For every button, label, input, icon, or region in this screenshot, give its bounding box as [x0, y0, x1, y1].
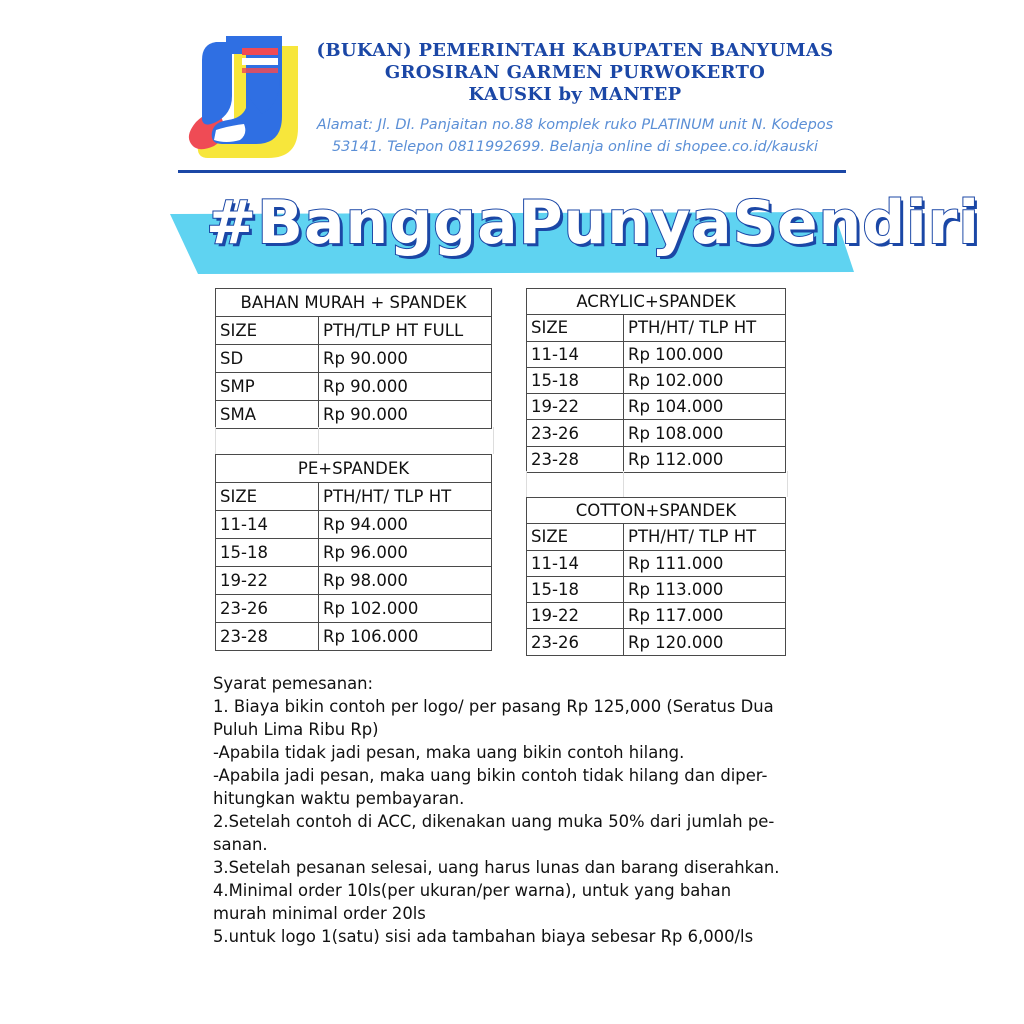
header-divider [178, 170, 846, 173]
terms-line: 4.Minimal order 10ls(per ukuran/per warna), untuk yang bahan [213, 881, 732, 900]
table-spacer [526, 471, 788, 497]
price-cell: Rp 112.000 [624, 446, 786, 472]
table-row [216, 511, 492, 539]
table-row [527, 446, 786, 472]
table-title: ACRYLIC+SPANDEK [527, 289, 786, 315]
table-row [527, 394, 786, 420]
price-cell: Rp 94.000 [319, 511, 492, 539]
table-row [216, 595, 492, 623]
size-cell: SMA [216, 401, 319, 429]
price-cell: Rp 106.000 [319, 623, 492, 651]
price-table-acrylic [526, 288, 786, 473]
table-header-row [216, 317, 492, 345]
header-line-2: GROSIRAN GARMEN PURWOKERTO [384, 62, 766, 83]
table-row [216, 623, 492, 651]
table-title-row [216, 455, 492, 483]
address-line-1: Alamat: Jl. DI. Panjaitan no.88 komplek ruko PLATINUM unit N. Kodepos [316, 117, 834, 133]
table-title-row [216, 289, 492, 317]
store-header [300, 40, 850, 106]
terms-line: 1. Biaya bikin contoh per logo/ per pasang Rp 125,000 (Seratus Dua [213, 697, 774, 716]
table-row [527, 603, 786, 629]
table-row [527, 341, 786, 367]
column-header-price: PTH/HT/ TLP HT [624, 524, 786, 550]
size-cell: 15-18 [527, 367, 624, 393]
price-cell: Rp 102.000 [624, 367, 786, 393]
size-cell: 23-26 [216, 595, 319, 623]
price-cell: Rp 108.000 [624, 420, 786, 446]
header-line-1: (BUKAN) PEMERINTAH KABUPATEN BANYUMAS [316, 40, 834, 61]
terms-line: 3.Setelah pesanan selesai, uang harus lunas dan barang diserahkan. [213, 858, 780, 877]
price-cell: Rp 90.000 [319, 373, 492, 401]
price-cell: Rp 98.000 [319, 567, 492, 595]
price-cell: Rp 113.000 [624, 576, 786, 602]
size-cell: 19-22 [216, 567, 319, 595]
order-terms [213, 672, 813, 948]
banner-hashtag: #BanggaPunyaSendiri [206, 188, 980, 258]
column-header-size: SIZE [527, 524, 624, 550]
table-row [527, 629, 786, 655]
price-table-cotton [526, 497, 786, 656]
table-row [527, 550, 786, 576]
price-table-murah [215, 288, 492, 429]
price-cell: Rp 96.000 [319, 539, 492, 567]
table-row [527, 576, 786, 602]
price-table-pe [215, 454, 492, 651]
terms-line: hitungkan waktu pembayaran. [213, 789, 465, 808]
table-title-row [527, 498, 786, 524]
size-cell: 23-26 [527, 629, 624, 655]
terms-line: Puluh Lima Ribu Rp) [213, 720, 379, 739]
size-cell: 23-28 [216, 623, 319, 651]
column-header-size: SIZE [216, 483, 319, 511]
size-cell: 11-14 [216, 511, 319, 539]
column-header-size: SIZE [527, 315, 624, 341]
table-row [216, 539, 492, 567]
size-cell: 19-22 [527, 394, 624, 420]
size-cell: 19-22 [527, 603, 624, 629]
table-title: COTTON+SPANDEK [527, 498, 786, 524]
table-row [527, 420, 786, 446]
table-row [216, 401, 492, 429]
price-cell: Rp 90.000 [319, 401, 492, 429]
terms-line: sanan. [213, 835, 268, 854]
price-cell: Rp 90.000 [319, 345, 492, 373]
table-title: PE+SPANDEK [216, 455, 492, 483]
size-cell: 23-28 [527, 446, 624, 472]
address-line-2: 53141. Telepon 0811992699. Belanja online di shopee.co.id/kauski [331, 139, 819, 155]
table-title: BAHAN MURAH + SPANDEK [216, 289, 492, 317]
store-address [300, 114, 850, 158]
table-row [216, 373, 492, 401]
header-line-3: KAUSKI by MANTEP [468, 84, 682, 105]
column-header-price: PTH/HT/ TLP HT [319, 483, 492, 511]
size-cell: 11-14 [527, 550, 624, 576]
table-spacer [215, 427, 494, 454]
table-header-row [527, 524, 786, 550]
price-cell: Rp 104.000 [624, 394, 786, 420]
terms-line: murah minimal order 20ls [213, 904, 426, 923]
column-header-size: SIZE [216, 317, 319, 345]
size-cell: SMP [216, 373, 319, 401]
size-cell: 23-26 [527, 420, 624, 446]
price-cell: Rp 117.000 [624, 603, 786, 629]
sock-logo-icon [186, 34, 302, 158]
terms-line: -Apabila jadi pesan, maka uang bikin contoh tidak hilang dan diper- [213, 766, 768, 785]
table-header-row [527, 315, 786, 341]
terms-heading: Syarat pemesanan: [213, 674, 374, 693]
table-header-row [216, 483, 492, 511]
terms-line: 2.Setelah contoh di ACC, dikenakan uang muka 50% dari jumlah pe- [213, 812, 775, 831]
terms-line: 5.untuk logo 1(satu) sisi ada tambahan biaya sebesar Rp 6,000/ls [213, 927, 754, 946]
column-header-price: PTH/HT/ TLP HT [624, 315, 786, 341]
table-row [216, 345, 492, 373]
price-cell: Rp 102.000 [319, 595, 492, 623]
table-title-row [527, 289, 786, 315]
table-row [216, 567, 492, 595]
price-cell: Rp 100.000 [624, 341, 786, 367]
column-header-price: PTH/TLP HT FULL [319, 317, 492, 345]
size-cell: SD [216, 345, 319, 373]
size-cell: 11-14 [527, 341, 624, 367]
terms-line: -Apabila tidak jadi pesan, maka uang bikin contoh hilang. [213, 743, 685, 762]
table-row [527, 367, 786, 393]
price-cell: Rp 111.000 [624, 550, 786, 576]
size-cell: 15-18 [216, 539, 319, 567]
size-cell: 15-18 [527, 576, 624, 602]
price-cell: Rp 120.000 [624, 629, 786, 655]
